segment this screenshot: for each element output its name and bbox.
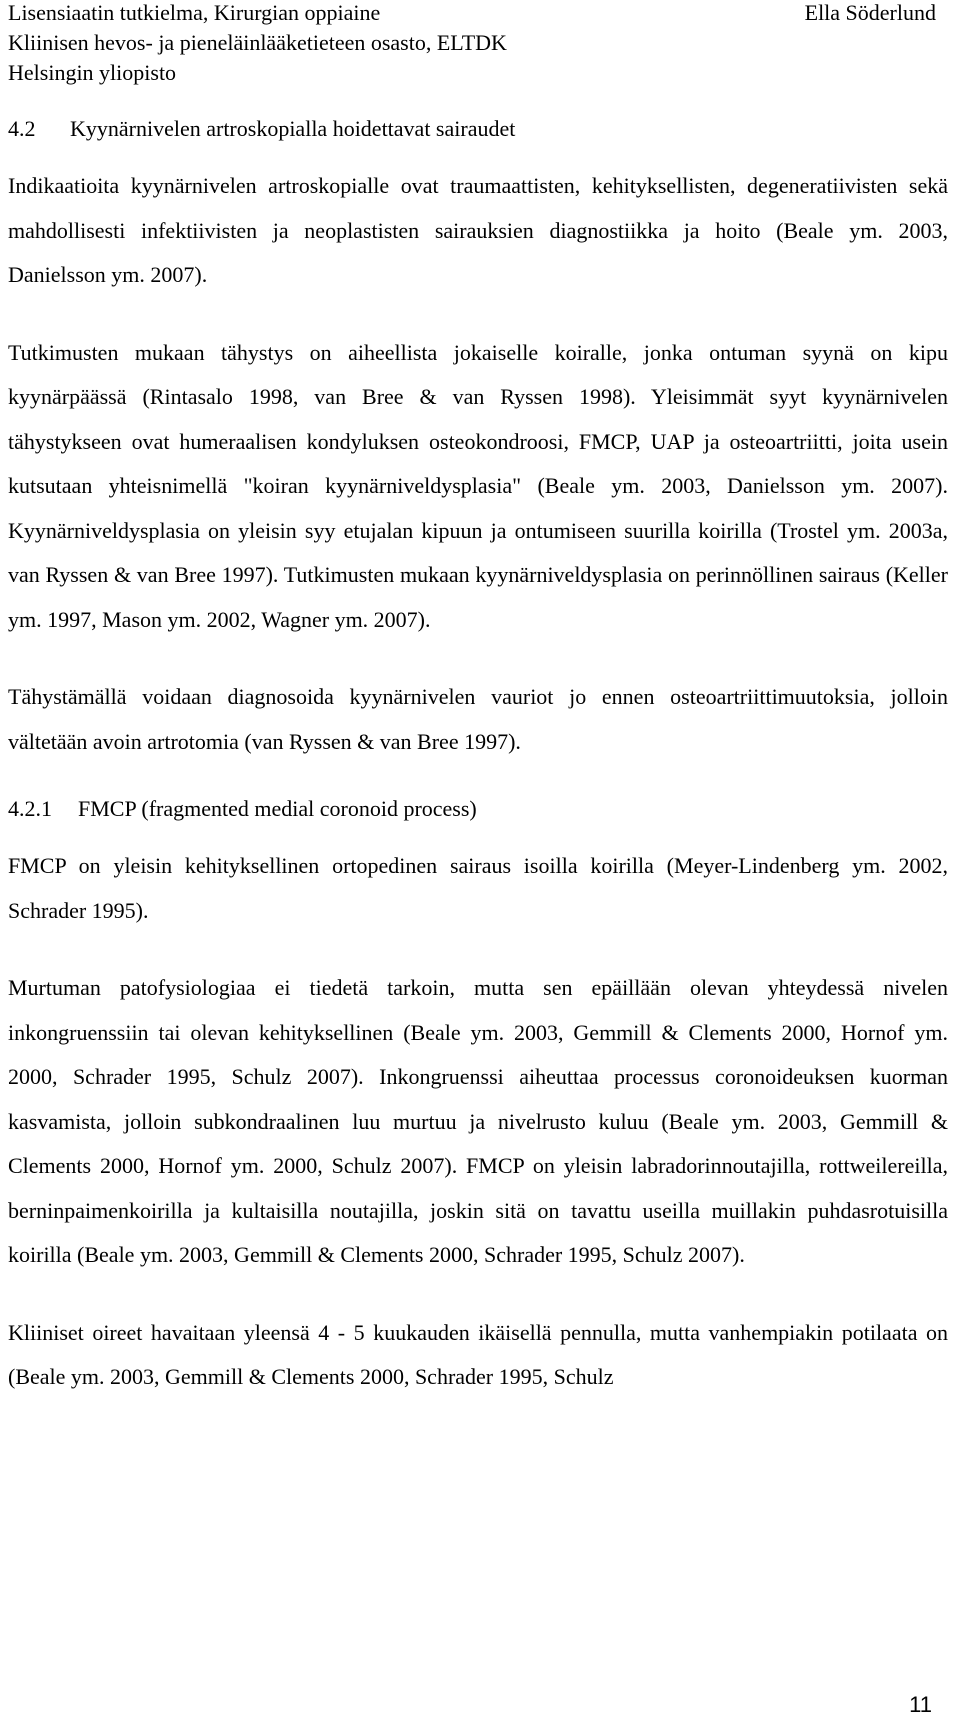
subsection-heading <box>8 794 948 824</box>
page-number: 11 <box>909 1692 932 1717</box>
subsection-title: FMCP (fragmented medial coronoid process) <box>78 796 477 821</box>
paragraph-indications: Indikaatioita kyynärnivelen artroskopialle ovat traumaattisten, kehityksellisten, degeneratiivisten sekä mahdollisesti infektiivisten ja neoplastisten sairauksien diagnostiikka ja hoito (Beale ym. 2003, Danielsson ym. 2007). <box>8 173 948 287</box>
header-line-department: Kliinisen hevos- ja pieneläinlääketieteen osasto, ELTDK <box>8 30 507 55</box>
paragraph-clinical-signs: Kliiniset oireet havaitaan yleensä 4 - 5 kuukauden ikäisellä pennulla, mutta vanhempiakin potilaata on (Beale ym. 2003, Gemmill & Clements 2000, Schrader 1995, Schulz <box>8 1319 948 1389</box>
section-number: 4.2 <box>8 116 36 141</box>
header-line-thesis: Lisensiaatin tutkielma, Kirurgian oppiaine <box>8 0 381 25</box>
paragraph-fmcp-intro: FMCP on yleisin kehityksellinen ortopedinen sairaus isoilla koirilla (Meyer-Lindenberg ym. 2002, Schrader 1995). <box>8 853 948 923</box>
header-affiliation <box>8 0 507 88</box>
subsection-number: 4.2.1 <box>8 796 52 821</box>
paragraph-diagnosis: Tähystämällä voidaan diagnosoida kyynärnivelen vauriot jo ennen osteoartriittimuutoksia, jolloin vältetään avoin artrotomia (van Ryssen & van Bree 1997). <box>8 684 948 754</box>
section-title: Kyynärnivelen artroskopialla hoidettavat sairaudet <box>70 116 516 141</box>
main-content <box>8 114 948 1400</box>
paragraph-research: Tutkimusten mukaan tähystys on aiheellista jokaiselle koiralle, jonka ontuman syynä on kipu kyynärpäässä (Rintasalo 1998, van Bree & van Ryssen 1998). Yleisimmät syyt kyynärnivelen tähystykseen ovat humeraalisen kondyluksen osteokondroosi, FMCP, UAP ja osteoartriitti, joita usein kutsutaan yhteisnimellä "koiran kyynärniveldysplasia" (Beale ym. 2003, Danielsson ym. 2007). Kyynärniveldysplasia on yleisin syy etujalan kipuun ja ontumiseen suurilla koirilla (Trostel ym. 2003a, van Ryssen & van Bree 1997). Tutkimusten mukaan kyynärniveldysplasia on perinnöllinen sairaus (Keller ym. 1997, Mason ym. 2002, Wagner ym. 2007). <box>8 339 948 632</box>
section-heading <box>8 114 948 144</box>
header-line-university: Helsingin yliopisto <box>8 60 177 85</box>
paragraph-pathophysiology: Murtuman patofysiologiaa ei tiedetä tarkoin, mutta sen epäillään olevan yhteydessä nivelen inkongruenssiin tai olevan kehityksellinen (Beale ym. 2003, Gemmill & Clements 2000, Hornof ym. 2000, Schrader 1995, Schulz 2007). Inkongruenssi aiheuttaa processus coronoideuksen kuorman kasvamista, jolloin subkondraalinen luu murtuu ja nivelrusto kuluu (Beale ym. 2003, Gemmill & Clements 2000, Hornof ym. 2000, Schulz 2007). FMCP on yleisin labradorinnoutajilla, rottweilereilla, berninpaimenkoirilla ja kultaisilla noutajilla, joskin sitä on tavattu useilla muillakin puhdasrotuisilla koirilla (Beale ym. 2003, Gemmill & Clements 2000, Schrader 1995, Schulz 2007). <box>8 975 948 1267</box>
header-author: Ella Söderlund <box>804 0 936 25</box>
